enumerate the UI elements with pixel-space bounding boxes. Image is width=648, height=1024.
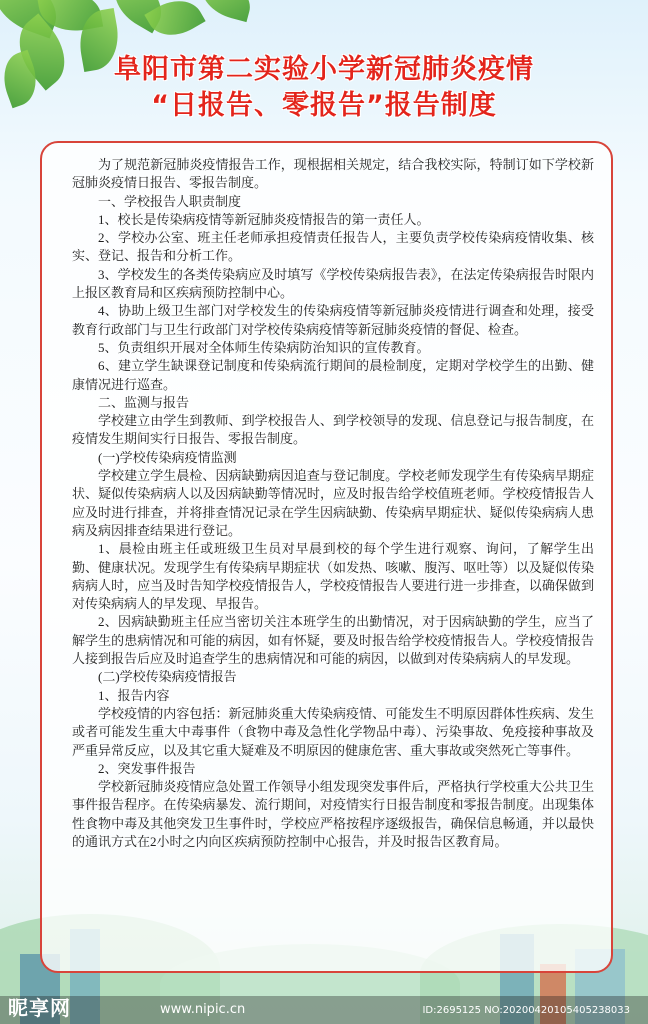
paragraph: 4、协助上级卫生部门对学校发生的传染病疫情等新冠肺炎疫情进行调查和处理，接受教育行政部门与卫生行政部门对学校传染病疫情等新冠肺炎疫情的督促、检查。 <box>72 303 594 337</box>
site-logo: 昵享网 <box>8 996 71 1020</box>
paragraph: 2、学校办公室、班主任老师承担疫情责任报告人，主要负责学校传染病疫情收集、核实、登记、报告和分析工作。 <box>72 230 594 264</box>
title-line-1: 阜阳市第二实验小学新冠肺炎疫情 <box>114 54 534 85</box>
paragraph: 2、因病缺勤班主任应当密切关注本班学生的出勤情况，对于因病缺勤的学生，应当了解学生的患病情况和可能的病因，如有怀疑，要及时报告给学校疫情报告人。学校疫情报告人接到报告后应及时追查学生的患病情况和可能的病因，以做到对传染病病人的早发现。 <box>72 614 594 667</box>
watermark-bar <box>0 996 648 1024</box>
subsection-heading: (二)学校传染病疫情报告 <box>98 669 237 685</box>
paragraph: 3、学校发生的各类传染病应及时填写《学校传染病报告表》，在法定传染病报告时限内上报区教育局和区疾病预防控制中心。 <box>72 266 594 301</box>
title-line-2: “日报告、零报告”报告制度 <box>151 90 497 121</box>
paragraph: 6、建立学生缺课登记制度和传染病流行期间的晨检制度，定期对学校学生的出勤、健康情况进行巡查。 <box>72 358 594 392</box>
paragraph: 学校新冠肺炎疫情应急处置工作领导小组发现突发事件后，严格执行学校重大公共卫生事件报告程序。在传染病暴发、流行期间，对疫情实行日报告制度和零报告制度。出现集体性食物中毒及其他突发卫生事件时，学校应严格按程序逐级报告，确保信息畅通，并以最快的通讯方式在2小时之内向区疾病预防控制中心报告，并及时报告区教育局。 <box>72 779 594 849</box>
subsection-heading: (一)学校传染病疫情监测 <box>98 449 237 465</box>
regulation-body <box>72 156 594 851</box>
paragraph: 2、突发事件报告 <box>98 760 196 776</box>
section-heading-2: 二、监测与报告 <box>98 394 190 410</box>
image-id-text: ID:2695125 NO:20200420105405238033 <box>422 1005 630 1016</box>
section-heading-1: 一、学校报告人职责制度 <box>98 193 242 209</box>
paragraph-intro: 为了规范新冠肺炎疫情报告工作，现根据相关规定，结合我校实际，特制订如下学校新冠肺炎疫情日报告、零报告制度。 <box>72 157 594 191</box>
page-title <box>0 52 648 124</box>
site-url: www.nipic.cn <box>160 1002 246 1017</box>
paragraph: 1、报告内容 <box>98 687 170 703</box>
paragraph: 5、负责组织开展对全体师生传染病防治知识的宣传教育。 <box>98 339 430 355</box>
paragraph: 学校建立由学生到教师、到学校报告人、到学校领导的发现、信息登记与报告制度，在疫情发生期间实行日报告、零报告制度。 <box>72 413 594 447</box>
paragraph: 学校建立学生晨检、因病缺勤病因追查与登记制度。学校老师发现学生有传染病早期症状、疑似传染病病人以及因病缺勤等情况时，应及时报告给学校值班老师。学校疫情报告人应及时进行排查，并将排查情况记录在学生因病缺勤、传染病早期症状、疑似传染病病人患病及病因排查结果进行登记。 <box>72 468 594 538</box>
paragraph: 1、校长是传染病疫情等新冠肺炎疫情报告的第一责任人。 <box>98 211 430 227</box>
paragraph: 学校疫情的内容包括：新冠肺炎重大传染病疫情、可能发生不明原因群体性疾病、发生或者可能发生重大中毒事件（食物中毒及急性化学物品中毒）、污染事故、免疫接种事故及严重异常反应，以及其它重大疑难及不明原因的健康危害、重大事故或突然死亡等事件。 <box>72 705 594 758</box>
paragraph: 1、晨检由班主任或班级卫生员对早晨到校的每个学生进行观察、询问，了解学生出勤、健康状况。发现学生有传染病早期症状（如发热、咳嗽、腹泻、呕吐等）以及疑似传染病病人时，应当及时告知学校疫情报告人，学校疫情报告人要进行进一步排查，以确保做到对传染病病人的早发现、早报告。 <box>72 541 594 612</box>
